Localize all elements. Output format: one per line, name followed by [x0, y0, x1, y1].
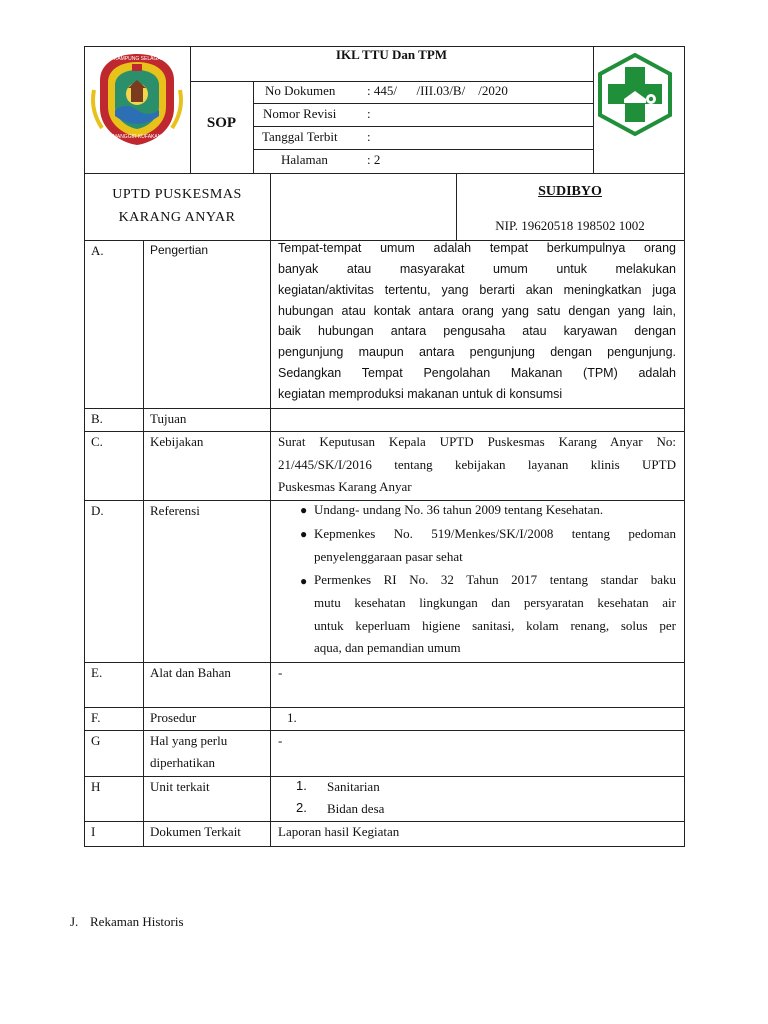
section-value: -	[278, 733, 283, 748]
section-letter: I	[91, 824, 96, 839]
footer-label: Rekaman Historis	[90, 914, 184, 929]
text-line: Undang- undang No. 36 tahun 2009 tentang Kesehatan.	[314, 502, 604, 517]
bullet-icon: ●	[300, 574, 308, 588]
text-line: untuk keperluam higiene sanitasi, kolam renang, solus per	[314, 618, 676, 633]
regional-seal-logo	[88, 50, 186, 148]
text-line: Sedangkan Tempat Pengolahan Makanan (TPM) adalah	[278, 366, 676, 380]
bullet-icon: ●	[300, 527, 308, 541]
section-label: Tujuan	[150, 411, 187, 426]
text-line: banyak atau masyarakat umum untuk melakukan	[278, 262, 676, 276]
meta-value: :	[367, 129, 371, 144]
text-line: baik hubungan antara pengusaha atau karyawan dengan	[278, 324, 676, 338]
section-value: -	[278, 665, 283, 680]
signer-name: SUDIBYO	[538, 184, 602, 199]
section-label: Kebijakan	[150, 434, 204, 449]
section-label: Dokumen Terkait	[150, 824, 241, 839]
section-letter: A.	[91, 243, 104, 258]
text-line: aqua, dan pemandian umum	[314, 640, 461, 655]
text-line: pengunjung maupun antara pengunjung dengan pengunjung.	[278, 345, 676, 359]
text-line: Puskesmas Karang Anyar	[278, 479, 412, 494]
section-value: Laporan hasil Kegiatan	[278, 824, 400, 839]
section-label: Referensi	[150, 503, 200, 518]
item-text: Sanitarian	[327, 779, 380, 794]
section-label: Alat dan Bahan	[150, 665, 231, 680]
section-letter: B.	[91, 411, 103, 426]
seal-top-text: KAMPUNG SELAGAN	[114, 56, 165, 62]
footer-letter: J.	[70, 914, 79, 929]
section-letter: F.	[91, 710, 101, 725]
signer-nip: NIP. 19620518 198502 1002	[495, 218, 645, 233]
section-label-line2: diperhatikan	[150, 755, 215, 770]
text-line: Permenkes RI No. 32 Tahun 2017 tentang standar baku	[314, 572, 676, 587]
section-label: Prosedur	[150, 710, 197, 725]
text-line: Tempat-tempat umum adalah tempat berkumpulnya orang	[278, 241, 676, 255]
section-value: 1.	[287, 710, 297, 725]
item-text: Bidan desa	[327, 801, 385, 816]
text-line: kegiatan memproduksi makanan untuk di konsumsi	[278, 387, 563, 401]
section-letter: D.	[91, 503, 104, 518]
section-letter: E.	[91, 665, 103, 680]
section-letter: H	[91, 779, 101, 794]
item-number: 1.	[296, 778, 307, 793]
section-letter: G	[91, 733, 101, 748]
bullet-icon: ●	[300, 503, 308, 517]
meta-value: : 2	[367, 152, 381, 167]
text-line: penyelenggaraan pasar sehat	[314, 549, 463, 564]
text-line: hubungan atau kontak antara orang yang satu dengan yang lain,	[278, 304, 676, 318]
text-line: 21/445/SK/I/2016 tentang kebijakan layanan klinis UPTD	[278, 457, 676, 472]
seal-bottom-text: MANGGIR KUFAKAN	[112, 134, 162, 140]
org-name-line1: UPTD PUSKESMAS	[112, 187, 242, 202]
meta-value: :	[367, 106, 371, 121]
section-label: Pengertian	[150, 243, 209, 257]
item-number: 2.	[296, 800, 307, 815]
document-title: IKL TTU Dan TPM	[335, 47, 448, 62]
meta-label: Nomor Revisi	[263, 106, 337, 121]
text-line: Surat Keputusan Kepala UPTD Puskesmas Karang Anyar No:	[278, 434, 676, 449]
text-line: kegiatan/aktivitas tertentu, yang berarti akan meningkatkan juga	[278, 283, 676, 297]
section-letter: C.	[91, 434, 103, 449]
meta-label: Tanggal Terbit	[262, 129, 338, 144]
sop-label: SOP	[206, 115, 237, 131]
meta-value: : 445/ /III.03/B/ /2020	[367, 83, 508, 98]
org-name-line2: KARANG ANYAR	[118, 210, 236, 225]
puskesmas-logo	[598, 53, 672, 136]
meta-label: Halaman	[281, 152, 328, 167]
text-line: Kepmenkes No. 519/Menkes/SK/I/2008 tentang pedoman	[314, 526, 676, 541]
meta-label: No Dokumen	[265, 83, 336, 98]
text-line: mutu kesehatan lingkungan dan persyaratan kesehatan air	[314, 595, 676, 610]
section-label-line1: Hal yang perlu	[150, 733, 228, 748]
section-label: Unit terkait	[150, 779, 210, 794]
